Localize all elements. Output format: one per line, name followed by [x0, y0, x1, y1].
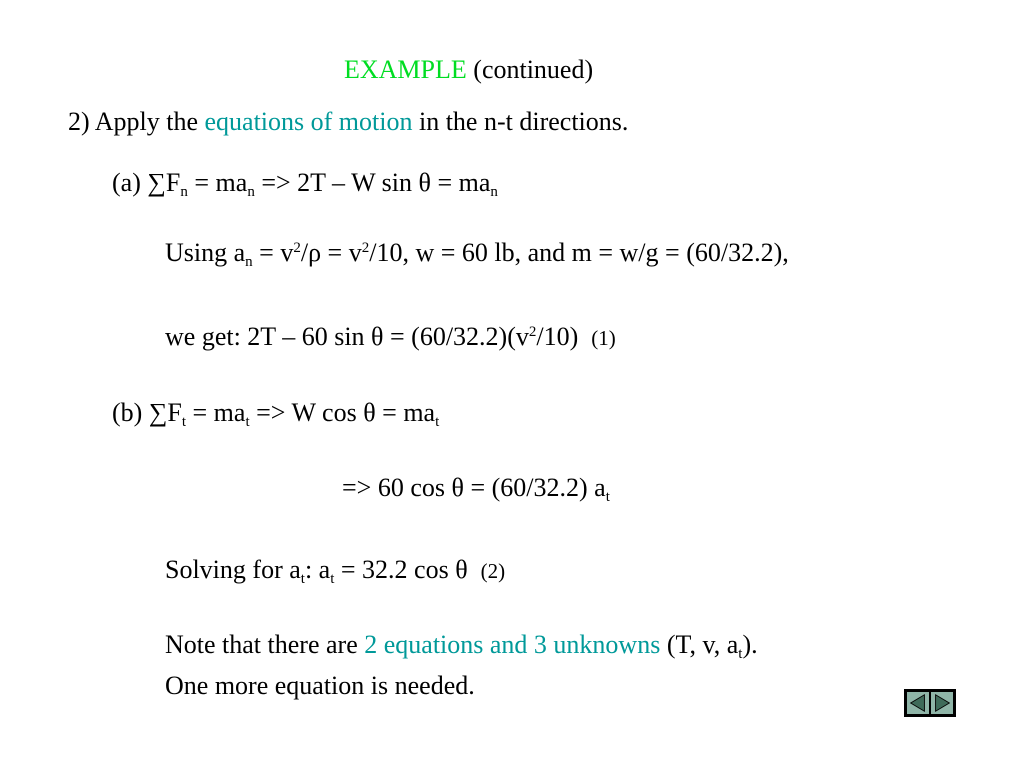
subscript-n: n — [247, 184, 255, 200]
equals-ma: = ma — [187, 168, 248, 197]
subscript-t: t — [738, 646, 743, 662]
arrow-line — [342, 473, 610, 503]
subscript-t: t — [300, 571, 305, 587]
subscript-n: n — [180, 184, 188, 200]
arrow-line-text: => 60 cos θ = (60/32.2) a — [342, 473, 606, 502]
continued-label: (continued) — [473, 55, 594, 84]
part-a-equation — [112, 168, 498, 198]
slide-title — [344, 55, 593, 85]
equals-ma: = ma — [186, 398, 246, 427]
part-b-equation — [112, 398, 439, 428]
force-symbol: F — [165, 168, 181, 197]
sum-symbol: ∑ — [148, 398, 168, 427]
superscript-2: 2 — [293, 240, 301, 256]
part-a-label: (a) — [112, 168, 148, 197]
solving-text-2: : a — [304, 555, 331, 584]
slide-navigation — [904, 689, 956, 717]
we-get-text-2: /10) — [536, 322, 579, 351]
subscript-n: n — [245, 254, 253, 270]
using-text-3: /ρ = v — [300, 238, 362, 267]
subscript-t: t — [245, 414, 250, 430]
subscript-t: t — [605, 489, 610, 505]
note-text-line-2: One more equation is needed. — [165, 671, 475, 700]
subscript-t: t — [330, 571, 335, 587]
note-text-3: ). — [742, 630, 758, 659]
using-line — [165, 238, 789, 268]
force-symbol: F — [167, 398, 182, 427]
implies-arrow: => — [249, 398, 292, 427]
previous-slide-button[interactable] — [906, 691, 930, 715]
note-line-2 — [165, 671, 475, 701]
triangle-left-icon — [907, 692, 929, 714]
equation-tag-2: (2) — [480, 559, 506, 583]
solving-text-3: = 32.2 cos θ — [334, 555, 468, 584]
triangle-right-icon — [931, 692, 953, 714]
example-label: EXAMPLE — [344, 55, 467, 84]
step-2-suffix: in the n-t directions. — [412, 107, 629, 136]
subscript-n: n — [490, 184, 498, 200]
note-text-1: Note that there are — [165, 630, 365, 659]
using-text-2: = v — [252, 238, 294, 267]
note-text-2: (T, v, a — [660, 630, 739, 659]
subscript-t: t — [435, 414, 440, 430]
solving-text-1: Solving for a — [165, 555, 301, 584]
implies-arrow: => — [254, 168, 298, 197]
superscript-2: 2 — [361, 240, 370, 256]
equations-unknowns-highlight: 2 equations and 3 unknowns — [364, 630, 661, 659]
equation-tag-1: (1) — [591, 326, 616, 350]
step-2-prefix: 2) Apply the — [68, 107, 205, 136]
we-get-line — [165, 322, 616, 353]
next-slide-button[interactable] — [930, 691, 954, 715]
using-text-1: Using a — [165, 238, 246, 267]
sum-symbol: ∑ — [147, 168, 166, 197]
note-line-1 — [165, 630, 758, 660]
using-text-4: /10, w = 60 lb, and m = w/g = (60/32.2), — [369, 238, 789, 267]
superscript-2: 2 — [528, 324, 537, 340]
we-get-text-1: we get: 2T – 60 sin θ = (60/32.2)(v — [165, 322, 529, 351]
solving-line — [165, 555, 505, 586]
equations-of-motion-highlight: equations of motion — [204, 107, 413, 136]
step-2-heading — [68, 107, 628, 137]
part-b-rhs: W cos θ = ma — [291, 398, 436, 427]
part-a-rhs: 2T – W sin θ = ma — [297, 168, 491, 197]
part-b-label: (b) — [112, 398, 149, 427]
subscript-t: t — [181, 414, 187, 430]
